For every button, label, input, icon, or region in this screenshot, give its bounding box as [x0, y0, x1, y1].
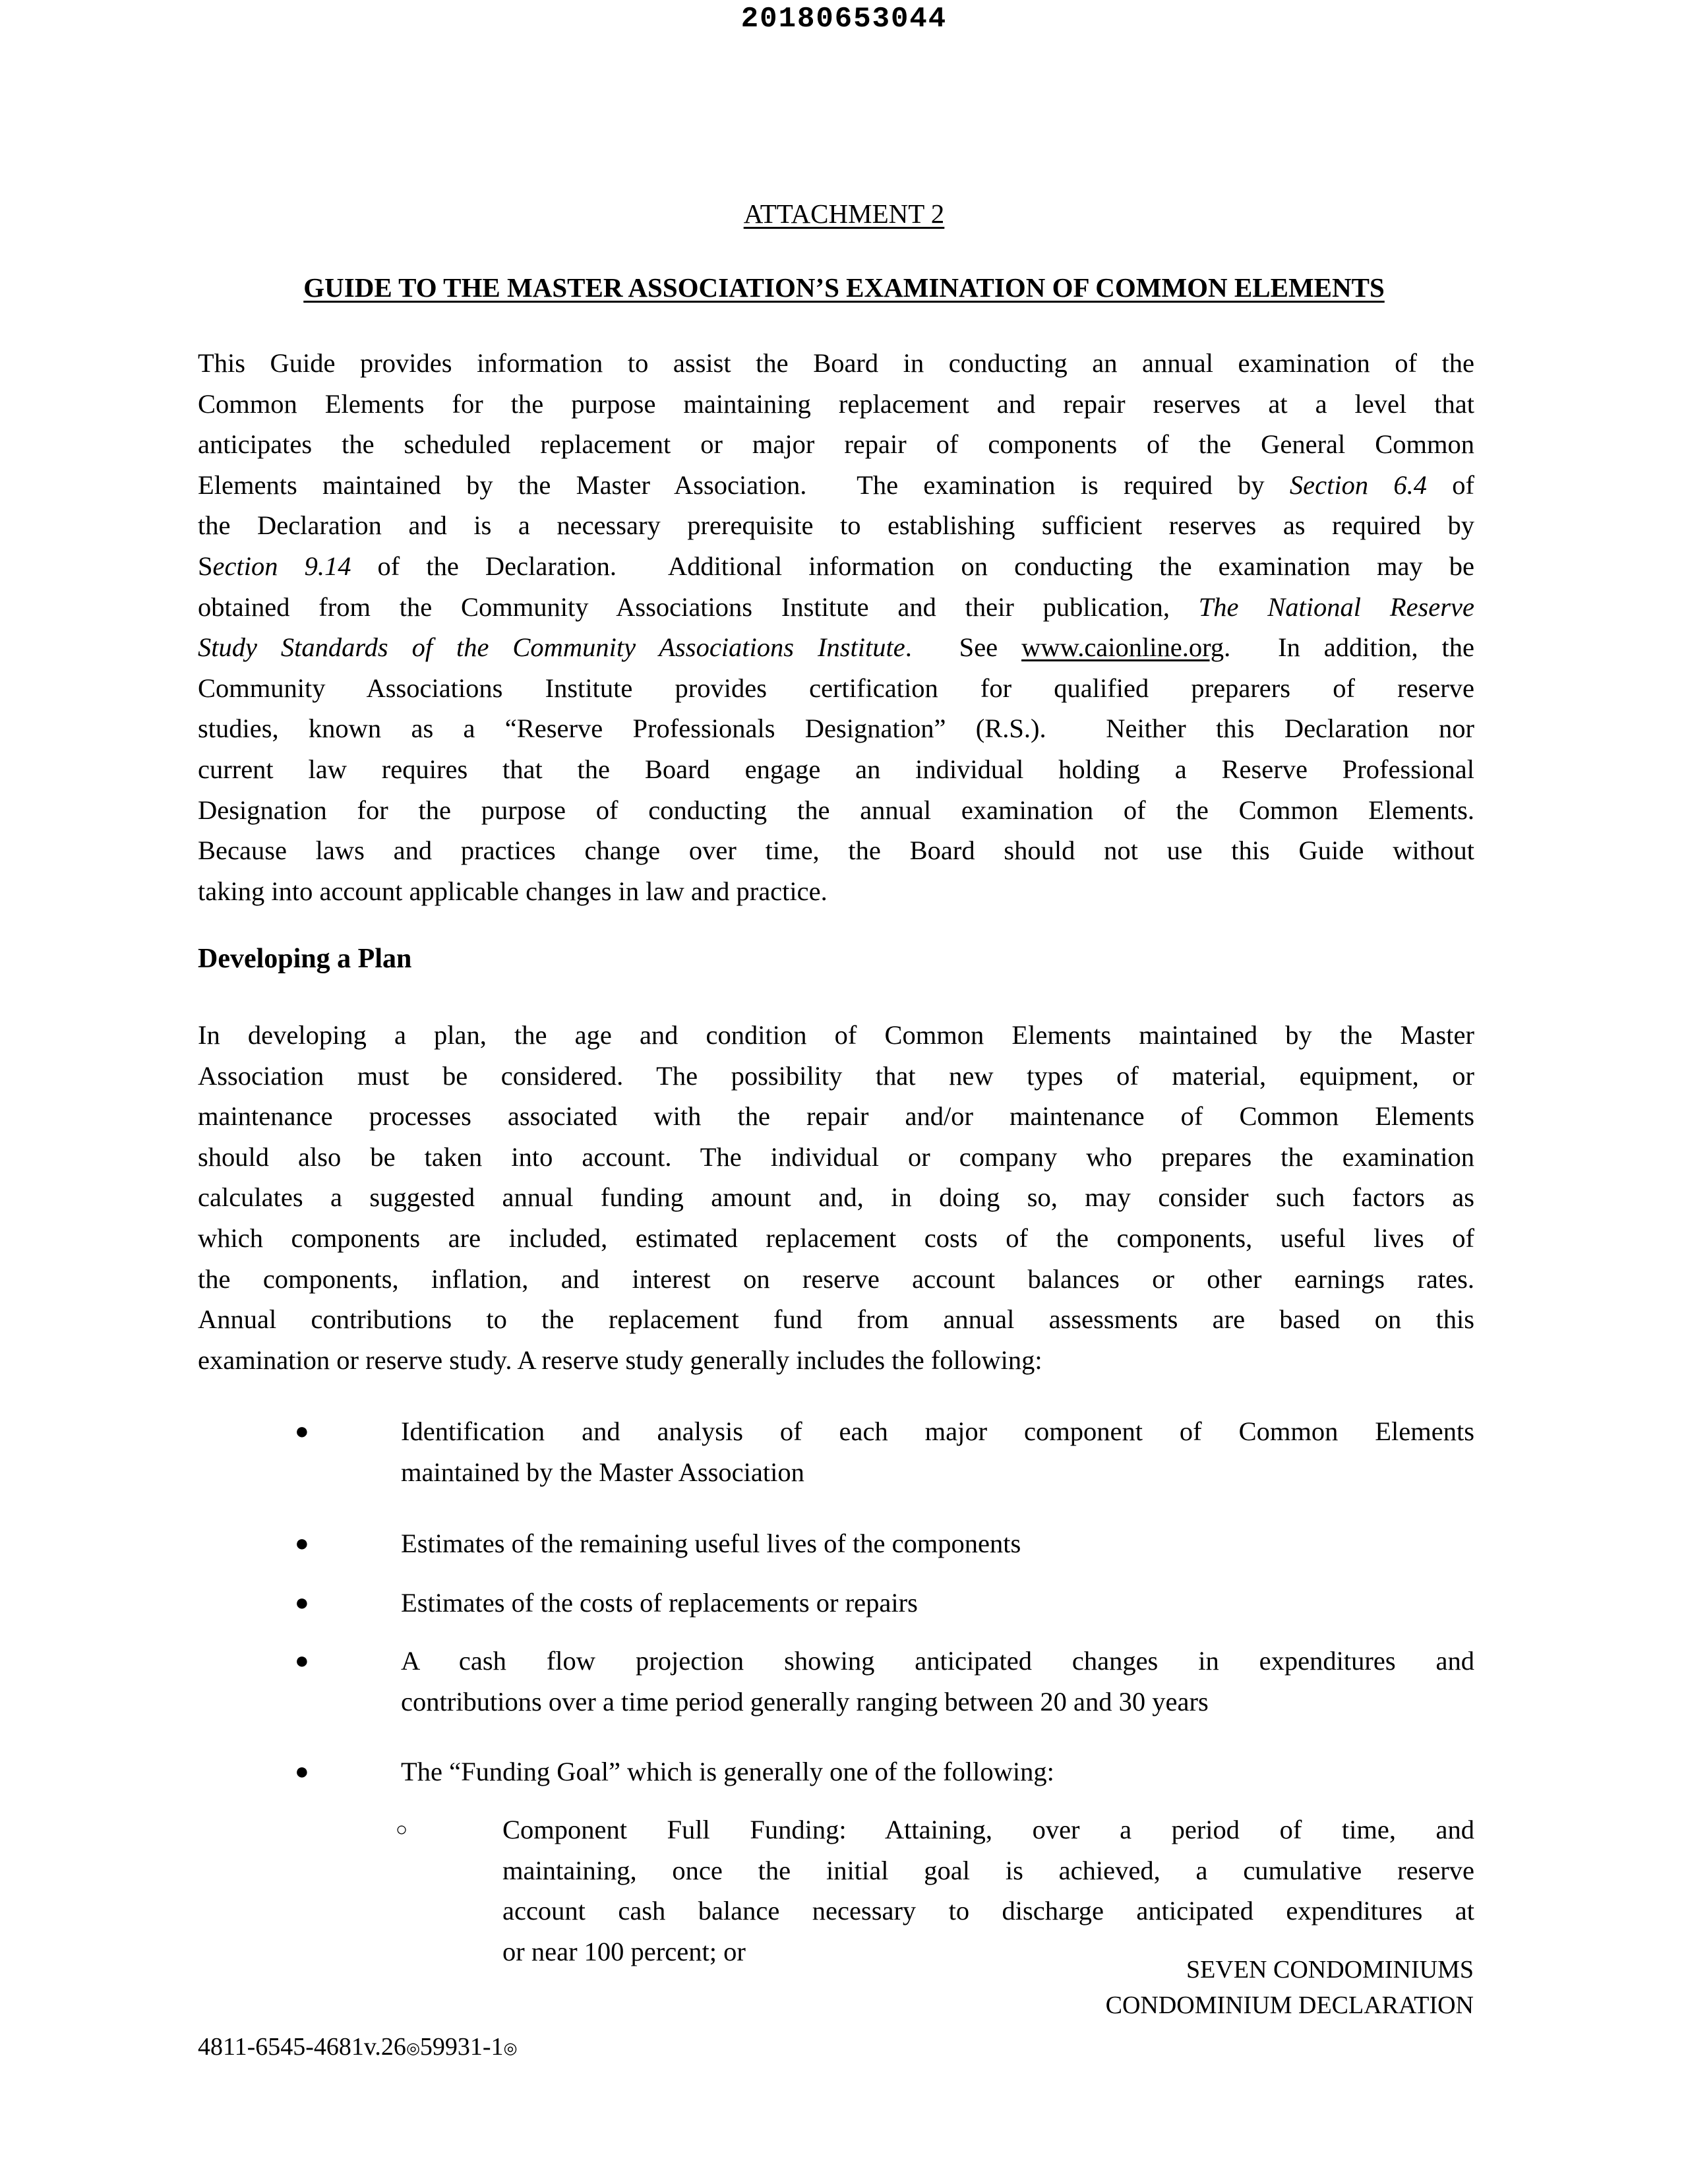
footer-declaration-title [1106, 1952, 1474, 2023]
text-run: current law requires that the Board engage an individual holding a Reserve Professional [198, 754, 1474, 784]
doc-id-part1: 4811-6545-4681v.26 [198, 2033, 406, 2061]
guide-title: GUIDE TO THE MASTER ASSOCIATION’S EXAMINATION OF COMMON ELEMENTS [303, 272, 1385, 303]
bullet-text [401, 1641, 1474, 1722]
attachment-title: ATTACHMENT 2 [743, 198, 945, 229]
text-run: Community Associations Institute provides certification for qualified preparers of reserve [198, 673, 1474, 703]
text-run: Designation for the purpose of conducting the annual examination of the Common Elements. [198, 795, 1474, 825]
doc-id-part2: 59931-1 [419, 2033, 504, 2061]
paragraph-line [198, 587, 1474, 628]
text-run: Elements maintained by the Master Association. The examination is required by [198, 470, 1290, 500]
bullet-text [401, 1583, 1474, 1623]
paragraph-line [198, 384, 1474, 425]
paragraph-line [198, 749, 1474, 790]
paragraph-line: the components, inflation, and interest on reserve account balances or other earnings rates. [198, 1263, 1474, 1294]
italic-text: The National Reserve [1198, 592, 1474, 622]
bullet-line: A cash flow projection showing anticipated changes in expenditures and [401, 1646, 1474, 1676]
paragraph-line [198, 343, 1474, 384]
paragraph-line [198, 424, 1474, 465]
paragraph-line [198, 790, 1474, 831]
bullet-dot-icon: ● [295, 1530, 309, 1556]
bullet-line: Estimates of the remaining useful lives of the components [401, 1529, 1021, 1558]
text-run: Common Elements for the purpose maintaining replacement and repair reserves at a level that [198, 388, 1474, 419]
text-run: studies, known as a “Reserve Professionals Designation” (R.S.). Neither this Declaration nor [198, 713, 1474, 744]
paragraph-line: Association must be considered. The possibility that new types of material, equipment, or [198, 1060, 1474, 1091]
text-run: taking into account applicable changes in law and practice. [198, 876, 828, 906]
text-run: . In addition, the [1224, 632, 1474, 663]
paragraph-line [198, 465, 1474, 506]
caionline-link[interactable]: www.caionline.org [1021, 632, 1224, 663]
bullet-dot-icon: ● [295, 1589, 309, 1616]
text-run: Because laws and practices change over time, the Board should not use this Guide without [198, 835, 1474, 866]
text-run: the Declaration and is a necessary prerequisite to establishing sufficient reserves as required by [198, 510, 1474, 541]
bullet-line: Estimates of the costs of replacements or repairs [401, 1588, 918, 1618]
bullet-text [401, 1523, 1474, 1564]
paragraph-line: In developing a plan, the age and condition of Common Elements maintained by the Master [198, 1020, 1474, 1050]
bullet-line: The “Funding Goal” which is generally one of the following: [401, 1757, 1054, 1786]
bullet-line: maintained by the Master Association [401, 1457, 804, 1487]
paragraph-line [198, 668, 1474, 709]
text-run: of the Declaration. Additional information on conducting the examination may be [351, 551, 1474, 581]
paragraph-line: Annual contributions to the replacement fund from annual assessments are based on this [198, 1304, 1474, 1335]
footer-document-id [198, 2032, 518, 2061]
paragraph-line [198, 708, 1474, 749]
text-run: obtained from the Community Associations Institute and their publication, [198, 592, 1199, 622]
paragraph-line: should also be taken into account. The individual or company who prepares the examination [198, 1141, 1474, 1172]
bullet-text [401, 1411, 1474, 1492]
plan-paragraph [198, 1015, 1474, 1380]
footer-line-1: SEVEN CONDOMINIUMS [1186, 1956, 1474, 1984]
text-run: This Guide provides information to assist the Board in conducting an annual examination of the [198, 348, 1474, 378]
sub-bullet-line: maintaining, once the initial goal is achieved, a cumulative reserve [502, 1855, 1474, 1885]
italic-text: Study Standards of the Community Associations Institute [198, 632, 905, 663]
paragraph-line: which components are included, estimated replacement costs of the components, useful lives of [198, 1223, 1474, 1253]
paragraph-line [198, 505, 1474, 546]
text-run: . See [905, 632, 1022, 663]
document-number: 20180653044 [740, 3, 948, 36]
intro-paragraph [198, 343, 1474, 911]
circle-bullet-icon: ○ [396, 1819, 408, 1840]
bullet-dot-icon: ● [295, 1758, 309, 1784]
bullet-dot-icon: ● [295, 1418, 309, 1444]
spiral-mark-icon: ◎ [503, 2040, 518, 2057]
text-run: anticipates the scheduled replacement or major repair of components of the General Common [198, 429, 1474, 460]
paragraph-line [198, 546, 1474, 587]
footer-line-2: CONDOMINIUM DECLARATION [1105, 1991, 1474, 2019]
text-run: S [198, 551, 213, 581]
paragraph-line: calculates a suggested annual funding amount and, in doing so, may consider such factors as [198, 1182, 1474, 1213]
section-heading-developing-a-plan: Developing a Plan [198, 944, 412, 974]
italic-text: ection 9.14 [212, 551, 351, 581]
italic-text: Section 6.4 [1289, 470, 1427, 500]
paragraph-line: examination or reserve study. A reserve study generally includes the following: [198, 1345, 1042, 1375]
bullet-text [401, 1751, 1474, 1792]
spiral-mark-icon: ◎ [406, 2040, 420, 2057]
bullet-line: contributions over a time period generally ranging between 20 and 30 years [401, 1686, 1209, 1716]
sub-bullet-text [502, 1809, 1474, 1972]
sub-bullet-line: account cash balance necessary to discharge anticipated expenditures at [502, 1896, 1474, 1926]
sub-bullet-line: Component Full Funding: Attaining, over a period of time, and [502, 1815, 1474, 1844]
bullet-line: Identification and analysis of each major component of Common Elements [401, 1416, 1474, 1446]
paragraph-line [198, 830, 1474, 871]
bullet-dot-icon: ● [295, 1647, 309, 1674]
paragraph-line [198, 627, 1474, 668]
paragraph-line [198, 871, 1474, 912]
text-run: of [1427, 470, 1474, 500]
paragraph-line: maintenance processes associated with the repair and/or maintenance of Common Elements [198, 1101, 1474, 1132]
sub-bullet-line: or near 100 percent; or [502, 1936, 746, 1966]
